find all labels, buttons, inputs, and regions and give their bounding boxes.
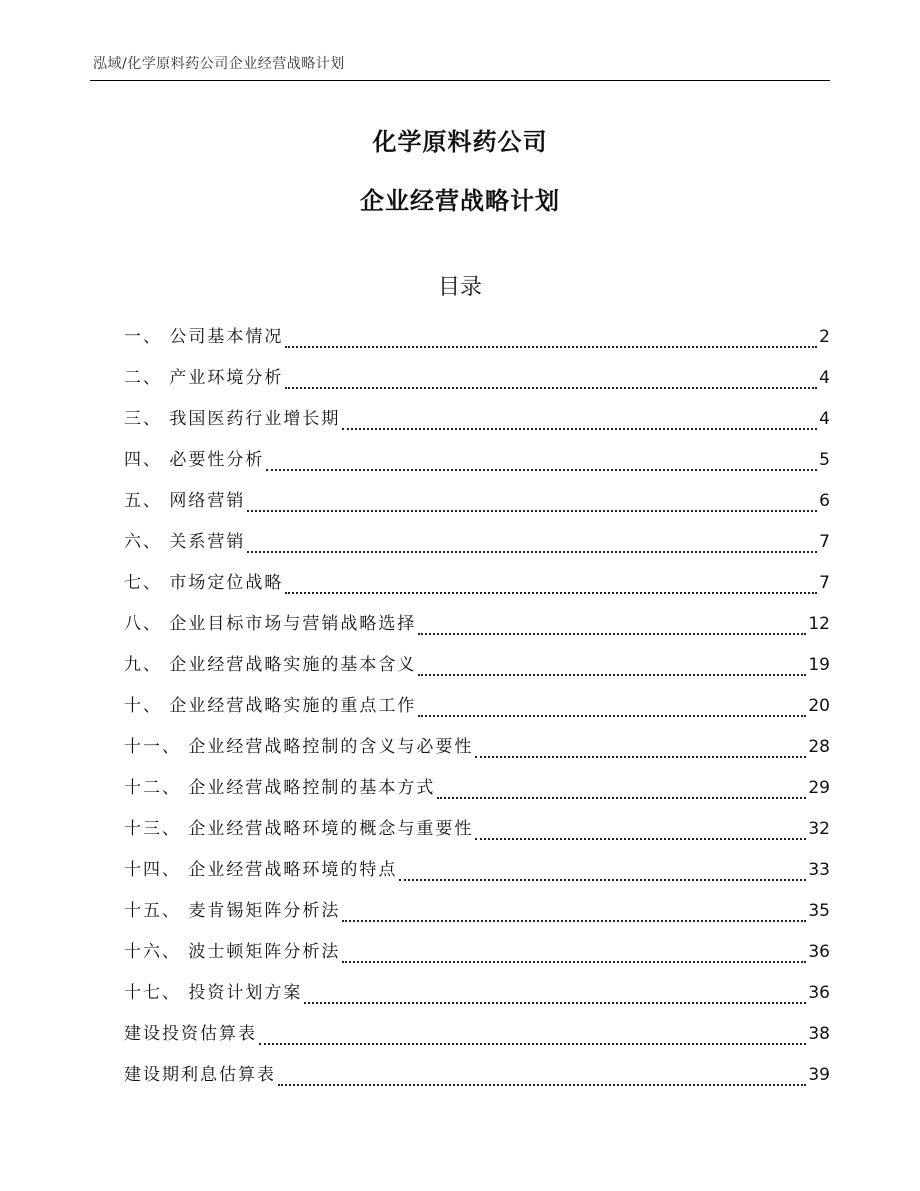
toc-entry[interactable] [124, 527, 830, 568]
toc-entry-number: 十、 [124, 696, 170, 716]
running-header: 泓域/化学原料药公司企业经营战略计划 [93, 56, 345, 72]
toc-entry-title: 公司基本情况 [169, 327, 284, 347]
toc-entry[interactable] [124, 650, 830, 691]
toc-entry[interactable] [124, 773, 830, 814]
toc-entry-page: 2 [819, 327, 830, 347]
toc-entry-page: 32 [808, 819, 830, 839]
toc-dot-leader [247, 550, 817, 553]
toc-entry-page: 12 [808, 614, 830, 634]
toc-entry-number: 七、 [124, 573, 170, 593]
toc-entry-page: 20 [808, 696, 830, 716]
toc-entry-title: 企业经营战略控制的含义与必要性 [188, 737, 474, 757]
toc-dot-leader [285, 345, 817, 348]
toc-entry[interactable] [124, 937, 830, 978]
toc-entry[interactable] [124, 445, 830, 486]
toc-entry[interactable] [124, 568, 830, 609]
toc-entry-title: 关系营销 [169, 532, 246, 552]
toc-entry-number: 六、 [124, 532, 170, 552]
toc-entry-title: 网络营销 [169, 491, 246, 511]
toc-dot-leader [285, 591, 817, 594]
toc-dot-leader [342, 919, 806, 922]
toc-entry-page: 39 [808, 1065, 830, 1085]
toc-dot-leader [259, 1042, 806, 1045]
toc-dot-leader [278, 1083, 806, 1086]
toc-entry-number: 十六、 [124, 942, 189, 962]
toc-entry-number: 十二、 [124, 778, 189, 798]
toc-entry-title: 企业经营战略实施的重点工作 [169, 696, 417, 716]
toc-entry[interactable] [124, 486, 830, 527]
toc-entry[interactable] [124, 978, 830, 1019]
toc-entry-number: 十七、 [124, 983, 189, 1003]
table-of-contents [124, 322, 830, 1101]
toc-dot-leader [475, 755, 806, 758]
toc-dot-leader [418, 673, 806, 676]
toc-entry-page: 4 [819, 409, 830, 429]
toc-entry-title: 必要性分析 [169, 450, 265, 470]
toc-dot-leader [418, 714, 806, 717]
toc-dot-leader [266, 468, 817, 471]
toc-dot-leader [285, 386, 817, 389]
toc-entry[interactable] [124, 404, 830, 445]
toc-entry-title: 企业经营战略环境的概念与重要性 [188, 819, 474, 839]
toc-heading: 目录 [437, 275, 482, 300]
toc-entry-title: 投资计划方案 [188, 983, 303, 1003]
toc-entry-number: 十三、 [124, 819, 189, 839]
toc-entry-number: 三、 [124, 409, 170, 429]
toc-entry[interactable] [124, 814, 830, 855]
toc-entry-number: 十四、 [124, 860, 189, 880]
toc-entry-title: 建设期利息估算表 [124, 1065, 276, 1085]
toc-entry-page: 7 [819, 573, 830, 593]
toc-dot-leader [475, 837, 806, 840]
toc-dot-leader [399, 878, 806, 881]
toc-entry-page: 38 [808, 1024, 830, 1044]
toc-entry-number: 八、 [124, 614, 170, 634]
toc-entry[interactable] [124, 855, 830, 896]
toc-entry-page: 6 [819, 491, 830, 511]
toc-entry-page: 28 [808, 737, 830, 757]
toc-entry-title: 企业经营战略控制的基本方式 [188, 778, 436, 798]
toc-entry[interactable] [124, 322, 830, 363]
toc-entry-title: 企业经营战略实施的基本含义 [169, 655, 417, 675]
toc-entry-title: 建设投资估算表 [124, 1024, 257, 1044]
toc-dot-leader [418, 632, 806, 635]
document-title: 化学原料药公司 [372, 128, 548, 156]
toc-entry-page: 36 [808, 983, 830, 1003]
toc-entry-number: 五、 [124, 491, 170, 511]
toc-entry[interactable] [124, 1019, 830, 1060]
toc-entry-page: 35 [808, 901, 830, 921]
toc-entry-number: 一、 [124, 327, 170, 347]
toc-entry-title: 产业环境分析 [169, 368, 284, 388]
toc-dot-leader [304, 1001, 806, 1004]
toc-entry-title: 市场定位战略 [169, 573, 284, 593]
toc-entry-title: 企业经营战略环境的特点 [188, 860, 398, 880]
toc-entry-title: 企业目标市场与营销战略选择 [169, 614, 417, 634]
toc-entry-number: 二、 [124, 368, 170, 388]
document-subtitle: 企业经营战略计划 [360, 187, 560, 215]
toc-dot-leader [437, 796, 806, 799]
toc-entry-number: 十一、 [124, 737, 189, 757]
toc-entry-number: 九、 [124, 655, 170, 675]
toc-entry-page: 29 [808, 778, 830, 798]
toc-entry[interactable] [124, 691, 830, 732]
toc-entry-page: 7 [819, 532, 830, 552]
toc-dot-leader [342, 427, 817, 430]
toc-entry-page: 19 [808, 655, 830, 675]
toc-entry[interactable] [124, 609, 830, 650]
toc-dot-leader [247, 509, 817, 512]
toc-entry-title: 我国医药行业增长期 [169, 409, 341, 429]
toc-entry[interactable] [124, 732, 830, 773]
toc-entry[interactable] [124, 896, 830, 937]
toc-entry-page: 36 [808, 942, 830, 962]
toc-entry-number: 十五、 [124, 901, 189, 921]
toc-entry-title: 波士顿矩阵分析法 [188, 942, 341, 962]
toc-entry-page: 5 [819, 450, 830, 470]
toc-entry[interactable] [124, 363, 830, 404]
toc-entry-page: 4 [819, 368, 830, 388]
toc-entry-page: 33 [808, 860, 830, 880]
toc-dot-leader [342, 960, 806, 963]
toc-entry-title: 麦肯锡矩阵分析法 [188, 901, 341, 921]
header-divider [90, 80, 830, 81]
toc-entry-number: 四、 [124, 450, 170, 470]
toc-entry[interactable] [124, 1060, 830, 1101]
